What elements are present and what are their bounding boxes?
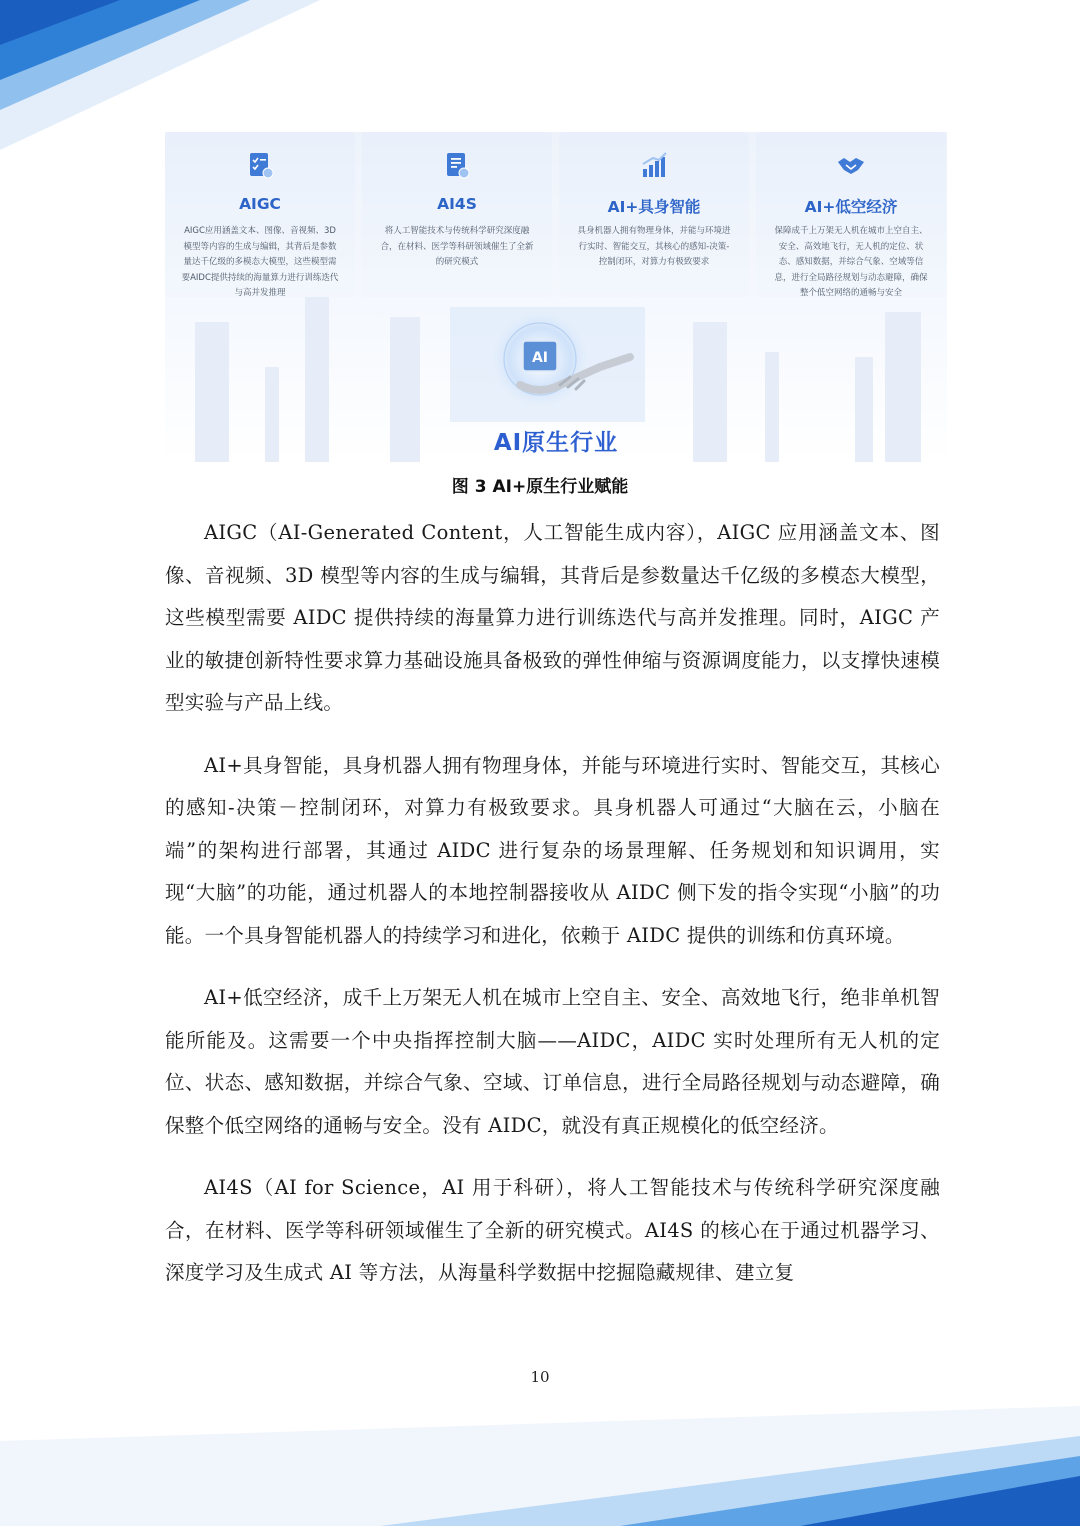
figure-ai-native-industries [165, 132, 947, 462]
card-title: AI+具身智能 [607, 198, 701, 216]
center-label: AI原生行业 [493, 430, 619, 456]
robot-hand-illustration [450, 307, 645, 422]
body-text [165, 512, 940, 1315]
growth-chart-icon [639, 150, 669, 180]
card-aigc [165, 132, 355, 297]
handshake-icon [836, 150, 866, 180]
card-title: AI+低空经济 [804, 198, 898, 216]
figure-caption: 图 3 AI+原生行业赋能 [451, 477, 629, 497]
card-low-altitude-economy [756, 132, 946, 297]
document-icon [442, 150, 472, 180]
paragraph-aigc: AIGC（AI-Generated Content，人工智能生成内容），AIGC 应用涵盖文本、图像、音视频、3D 模型等内容的生成与编辑，其背后是参数量达千亿级的多模态大模型，这些模型需要 AIDC 提供持续的海量算力进行训练迭代与高并发推理。同时，AIGC 产业的敏捷创新特性要求算力基础设施具备极致的弹性伸缩与资源调度能力，以支撑快速模型实验与产品上线。 [165, 521, 940, 714]
card-title: AI4S [437, 195, 477, 213]
card-description: 将人工智能技术与传统科学研究深度融合，在材料、医学等科研领域催生了全新的研究模式 [380, 226, 534, 267]
card-description: 保障成千上万架无人机在城市上空自主、安全、高效地飞行，无人机的定位、状态、感知数据，并综合气象、空域等信息，进行全局路径规划与动态避障，确保整个低空网络的通畅与安全 [774, 226, 928, 298]
card-embodied-ai [559, 132, 749, 297]
checklist-icon [245, 150, 275, 180]
card-title: AIGC [239, 195, 281, 213]
page-number: 10 [530, 1368, 550, 1386]
paragraph-ai4s: AI4S（AI for Science，AI 用于科研），将人工智能技术与传统科学研究深度融合，在材料、医学等科研领域催生了全新的研究模式。AI4S 的核心在于通过机器学习、深度学习及生成式 AI 等方法，从海量科学数据中挖掘隐藏规律、建立复 [165, 1176, 940, 1284]
card-ai4s [362, 132, 552, 297]
card-description: 具身机器人拥有物理身体，并能与环境进行实时、智能交互，其核心的感知-决策-控制闭环，对算力有极致要求 [577, 226, 731, 267]
svg-text:AI: AI [531, 350, 549, 366]
paragraph-low-altitude-economy: AI+低空经济，成千上万架无人机在城市上空自主、安全、高效地飞行，绝非单机智能所能及。这需要一个中央指挥控制大脑——AIDC，AIDC 实时处理所有无人机的定位、状态、感知数据，并综合气象、空域、订单信息，进行全局路径规划与动态避障，确保整个低空网络的通畅与安全。没有 AIDC，就没有真正规模化的低空经济。 [165, 986, 940, 1137]
card-description: AIGC应用涵盖文本、图像、音视频、3D模型等内容的生成与编辑，其背后是参数量达千亿级的多模态大模型，这些模型需要AIDC提供持续的海量算力进行训练迭代与高并发推理 [181, 226, 339, 298]
paragraph-embodied-ai: AI+具身智能，具身机器人拥有物理身体，并能与环境进行实时、智能交互，其核心的感知-决策－控制闭环，对算力有极致要求。具身机器人可通过“大脑在云，小脑在端”的架构进行部署，其通过 AIDC 进行复杂的场景理解、任务规划和知识调用，实现“大脑”的功能，通过机器人的本地控制器接收从 AIDC 侧下发的指令实现“小脑”的功能。一个具身智能机器人的持续学习和进化，依赖于 AIDC 提供的训练和仿真环境。 [165, 753, 940, 947]
